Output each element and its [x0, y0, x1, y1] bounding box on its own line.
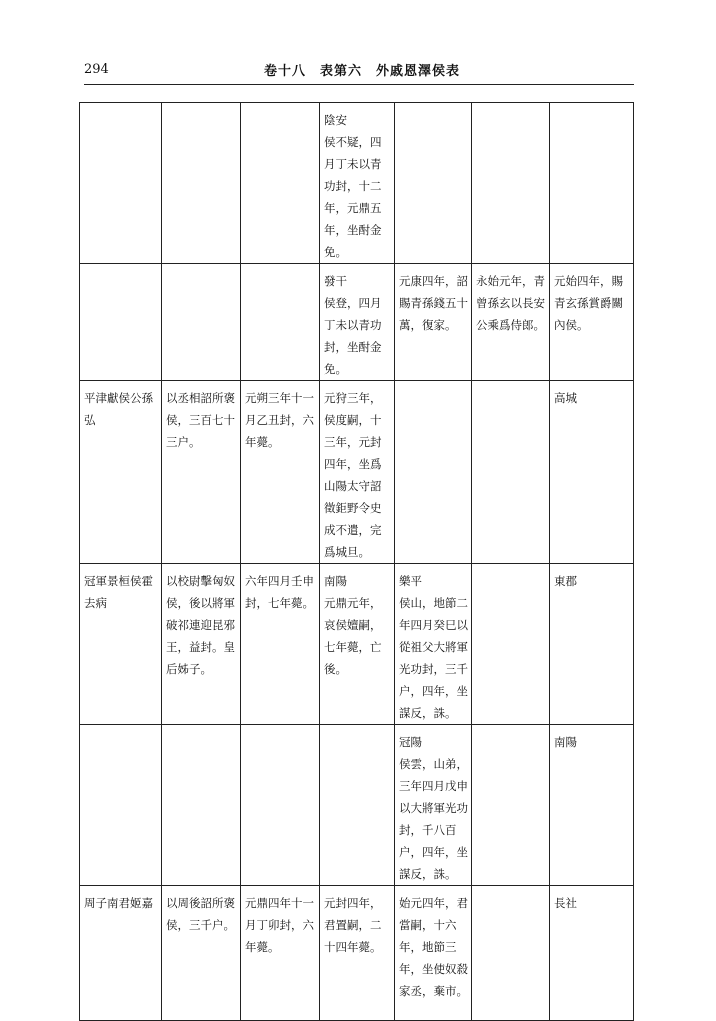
- table-cell: 發干 侯登，四月丁未以青功封，坐酎金免。: [320, 264, 395, 381]
- table-cell: 平津獻侯公孫弘: [80, 381, 162, 564]
- table-cell: [80, 725, 162, 886]
- table-row: [80, 381, 634, 564]
- table-cell: 東郡: [550, 564, 634, 725]
- table-cell: 樂平 侯山，地節二年四月癸巳以從祖父大將軍光功封，三千户，四年，坐謀反，誅。: [395, 564, 472, 725]
- table-cell: [162, 103, 241, 264]
- table-cell: 南陽: [550, 725, 634, 886]
- table-cell: 元封四年，君置嗣，二十四年薨。: [320, 886, 395, 1021]
- table-cell: [472, 103, 550, 264]
- table-cell: 高城: [550, 381, 634, 564]
- table-cell: [472, 381, 550, 564]
- table-cell: 陰安 侯不疑，四月丁未以青功封，十二年，元鼎五年，坐酎金免。: [320, 103, 395, 264]
- table-cell: 冠軍景桓侯霍去病: [80, 564, 162, 725]
- table-row: [80, 103, 634, 264]
- table-cell: [472, 725, 550, 886]
- table-cell: 元朔三年十一月乙丑封，六年薨。: [241, 381, 320, 564]
- table-cell: [80, 264, 162, 381]
- table-cell: 元始四年，賜青玄孫賞爵關內侯。: [550, 264, 634, 381]
- table-cell: [162, 725, 241, 886]
- table-cell: [395, 103, 472, 264]
- table-cell: 元狩三年，侯度嗣，十三年，元封四年，坐爲山陽太守詔徵鉅野令史成不遣，完爲城旦。: [320, 381, 395, 564]
- table-row: [80, 725, 634, 886]
- header-rule: [84, 84, 634, 85]
- table-cell: 長社: [550, 886, 634, 1021]
- table-cell: 以周後詔所褒侯，三千户。: [162, 886, 241, 1021]
- table-cell: 南陽 元鼎元年，哀侯嬗嗣，七年薨，亡後。: [320, 564, 395, 725]
- table-cell: 元康四年，詔賜青孫錢五十萬，復家。: [395, 264, 472, 381]
- table-cell: 永始元年，青曾孫玄以長安公乘爲侍郎。: [472, 264, 550, 381]
- table-cell: [320, 725, 395, 886]
- table-cell: 以丞相詔所褒侯，三百七十三户。: [162, 381, 241, 564]
- table-cell: [162, 264, 241, 381]
- table-cell: [472, 564, 550, 725]
- table-cell: [241, 103, 320, 264]
- table-row: [80, 264, 634, 381]
- table-row: [80, 564, 634, 725]
- table-cell: 始元四年，君當嗣，十六年，地節三年，坐使奴殺家丞，棄市。: [395, 886, 472, 1021]
- table-row: [80, 886, 634, 1021]
- table-cell: 元鼎四年十一月丁卯封，六年薨。: [241, 886, 320, 1021]
- table-cell: 周子南君姬嘉: [80, 886, 162, 1021]
- page-header: [84, 60, 634, 82]
- table-cell: [241, 264, 320, 381]
- table-cell: 以校尉擊匈奴侯，後以將軍破祁連迎昆邪王，益封。皇后姊子。: [162, 564, 241, 725]
- running-title: 卷十八 表第六 外戚恩澤侯表: [264, 64, 461, 79]
- table-cell: [80, 103, 162, 264]
- table-cell: 冠陽 侯雲，山弟，三年四月戊申以大將軍光功封，千八百户，四年，坐謀反，誅。: [395, 725, 472, 886]
- table-cell: [472, 886, 550, 1021]
- table-cell: 六年四月壬申封，七年薨。: [241, 564, 320, 725]
- genealogy-table: [79, 102, 634, 1021]
- page-number: 294: [84, 62, 109, 77]
- table-cell: [395, 381, 472, 564]
- table-cell: [241, 725, 320, 886]
- table-cell: [550, 103, 634, 264]
